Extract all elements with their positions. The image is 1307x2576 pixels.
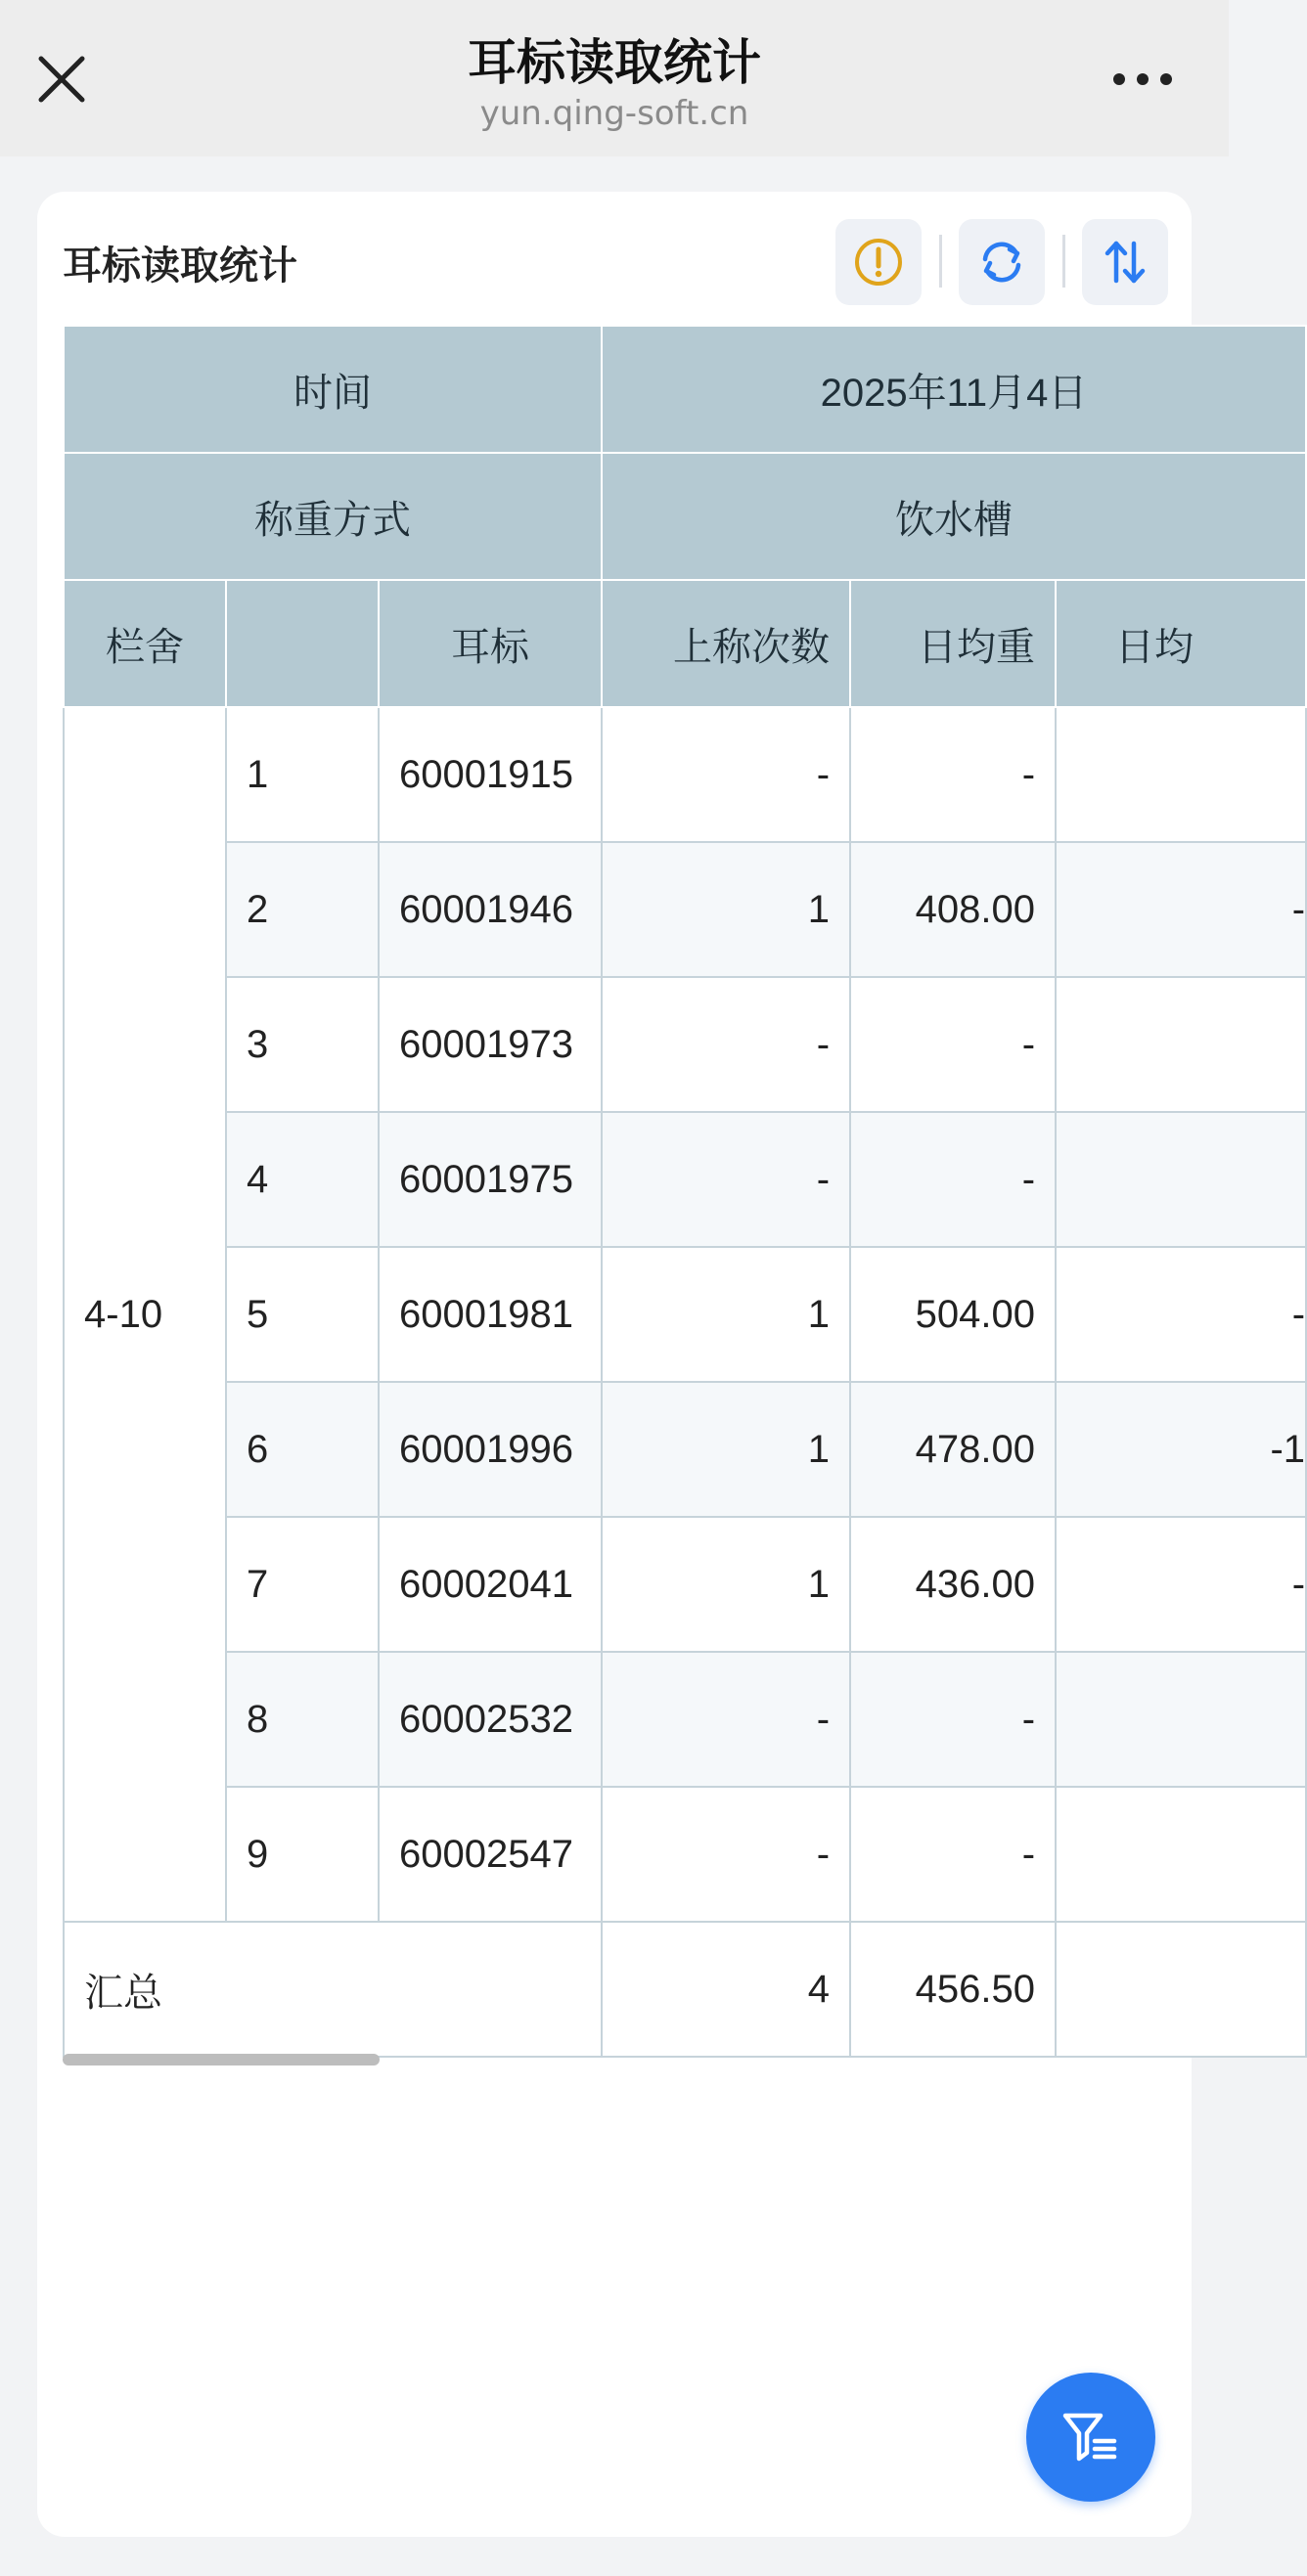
next-column-cell <box>1056 1652 1306 1787</box>
count-cell: 1 <box>602 1517 850 1652</box>
next-column-cell <box>1056 1787 1306 1922</box>
eartag-cell: 60002532 <box>379 1652 602 1787</box>
eartag-cell: 60002547 <box>379 1787 602 1922</box>
count-cell: 1 <box>602 842 850 977</box>
count-cell: - <box>602 1652 850 1787</box>
card-title: 耳标读取统计 <box>63 244 297 289</box>
more-icon[interactable] <box>1111 65 1174 94</box>
count-cell: 1 <box>602 1382 850 1517</box>
next-column-cell <box>1056 707 1306 842</box>
total-label: 汇总 <box>64 1922 602 2057</box>
eartag-cell: 60001915 <box>379 707 602 842</box>
index-cell: 7 <box>226 1517 379 1652</box>
eartag-cell: 60001973 <box>379 977 602 1112</box>
page-url: yun.qing-soft.cn <box>479 94 749 133</box>
avg-weight-cell: 478.00 <box>850 1382 1056 1517</box>
toolbar-divider <box>1062 235 1065 288</box>
page-title: 耳标读取统计 <box>468 34 761 91</box>
title-bar <box>0 0 1229 156</box>
header-method-label: 称重方式 <box>64 453 602 580</box>
info-button[interactable] <box>835 219 922 305</box>
eartag-table <box>63 325 1307 2058</box>
table-row[interactable] <box>64 977 1306 1112</box>
avg-weight-cell: - <box>850 1112 1056 1247</box>
index-cell: 1 <box>226 707 379 842</box>
next-column-cell: - <box>1056 1517 1306 1652</box>
table-row[interactable] <box>64 1652 1306 1787</box>
count-cell: - <box>602 707 850 842</box>
index-cell: 9 <box>226 1787 379 1922</box>
eartag-cell: 60001946 <box>379 842 602 977</box>
index-cell: 8 <box>226 1652 379 1787</box>
horizontal-scrollbar[interactable] <box>63 2054 380 2065</box>
next-column-cell: - <box>1056 1247 1306 1382</box>
eartag-cell: 60001981 <box>379 1247 602 1382</box>
table-row[interactable] <box>64 1247 1306 1382</box>
pen-cell: 4-10 <box>64 707 226 1922</box>
column-header-count: 上称次数 <box>602 580 850 707</box>
column-header-avg: 日均重 <box>850 580 1056 707</box>
index-cell: 5 <box>226 1247 379 1382</box>
report-card <box>37 192 1306 2537</box>
refresh-icon <box>977 238 1026 287</box>
sort-button[interactable] <box>1082 219 1168 305</box>
avg-weight-cell: - <box>850 1787 1056 1922</box>
count-cell: - <box>602 1787 850 1922</box>
avg-weight-cell: 408.00 <box>850 842 1056 977</box>
filter-list-icon <box>1061 2408 1120 2466</box>
eartag-cell: 60001996 <box>379 1382 602 1517</box>
avg-weight-cell: - <box>850 977 1056 1112</box>
index-cell: 6 <box>226 1382 379 1517</box>
exclamation-circle-icon <box>854 238 903 287</box>
count-cell: 1 <box>602 1247 850 1382</box>
eartag-cell: 60002041 <box>379 1517 602 1652</box>
table-scroll-area[interactable] <box>63 325 1306 2065</box>
avg-weight-cell: 504.00 <box>850 1247 1056 1382</box>
total-row <box>64 1922 1306 2057</box>
eartag-cell: 60001975 <box>379 1112 602 1247</box>
next-column-cell <box>1056 977 1306 1112</box>
header-method: 饮水槽 <box>602 453 1306 580</box>
column-header-index <box>226 580 379 707</box>
table-row[interactable] <box>64 1382 1306 1517</box>
table-row[interactable] <box>64 1517 1306 1652</box>
column-header-eartag: 耳标 <box>379 580 602 707</box>
count-cell: - <box>602 1112 850 1247</box>
header-time-label: 时间 <box>64 326 602 453</box>
next-column-cell <box>1056 1112 1306 1247</box>
header-date: 2025年11月4日 <box>602 326 1306 453</box>
index-cell: 2 <box>226 842 379 977</box>
column-header-next: 日均 <box>1056 580 1306 707</box>
table-row[interactable] <box>64 707 1306 842</box>
table-row[interactable] <box>64 1787 1306 1922</box>
table-row[interactable] <box>64 1112 1306 1247</box>
filter-button[interactable] <box>1026 2373 1155 2502</box>
avg-weight-cell: 436.00 <box>850 1517 1056 1652</box>
toolbar-divider <box>939 235 942 288</box>
index-cell: 3 <box>226 977 379 1112</box>
column-header-pen: 栏舍 <box>64 580 226 707</box>
refresh-button[interactable] <box>959 219 1045 305</box>
avg-weight-cell: - <box>850 707 1056 842</box>
index-cell: 4 <box>226 1112 379 1247</box>
next-column-cell: -1 <box>1056 1382 1306 1517</box>
avg-weight-cell: - <box>850 1652 1056 1787</box>
table-row[interactable] <box>64 842 1306 977</box>
total-avg-weight: 456.50 <box>850 1922 1056 2057</box>
total-next-column <box>1056 1922 1306 2057</box>
next-column-cell: - <box>1056 842 1306 977</box>
total-count: 4 <box>602 1922 850 2057</box>
sort-arrows-icon <box>1101 238 1149 287</box>
count-cell: - <box>602 977 850 1112</box>
